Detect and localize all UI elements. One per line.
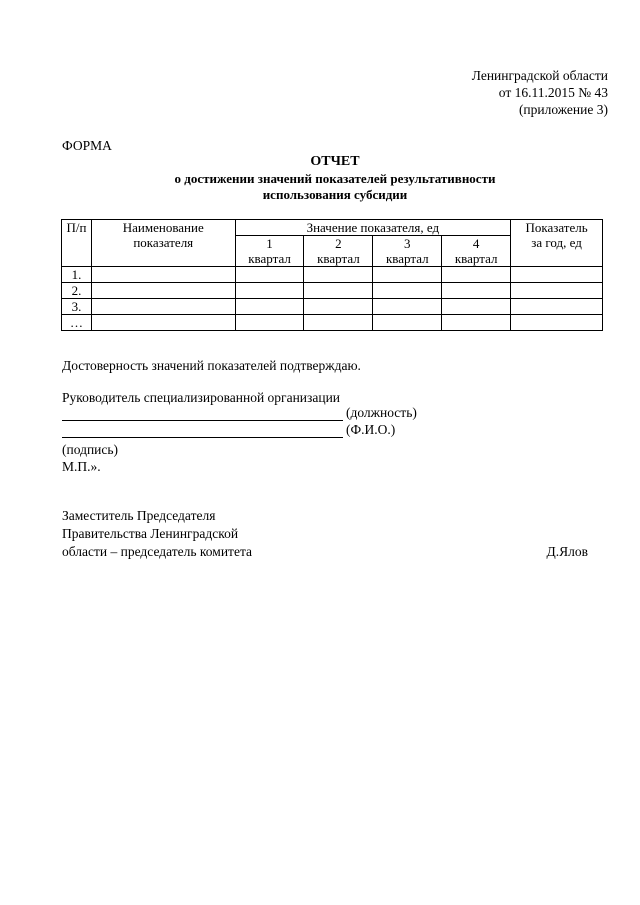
row-num: 1. <box>62 267 92 283</box>
footer-signer-name: Д.Ялов <box>546 544 588 559</box>
table-cell <box>235 315 304 331</box>
footer-signatory <box>62 508 252 562</box>
table-cell <box>373 299 442 315</box>
table-cell <box>442 283 511 299</box>
table-cell <box>91 299 235 315</box>
header-line: (приложение 3) <box>518 102 608 117</box>
footer-line: области – председатель комитета <box>62 544 253 559</box>
sign-label: (подпись) <box>62 442 119 457</box>
table-row <box>62 283 603 299</box>
quarter-num: 2 <box>304 236 373 252</box>
row-num: 3. <box>62 299 92 315</box>
table-cell <box>235 299 304 315</box>
report-subtitle: использования субсидии <box>262 187 408 202</box>
table-cell <box>442 267 511 283</box>
table-cell <box>91 267 235 283</box>
table-cell <box>442 315 511 331</box>
fio-line <box>62 422 395 438</box>
header-line: Ленинградской области <box>471 68 608 83</box>
table-cell <box>235 267 304 283</box>
fio-underline <box>62 425 343 438</box>
table-cell <box>442 299 511 315</box>
table-row <box>62 299 603 315</box>
table-cell <box>304 299 373 315</box>
position-label: (должность) <box>346 405 417 420</box>
table-cell <box>511 283 603 299</box>
confirmation-text: Достоверность значений показателей подтверждаю. <box>62 358 361 373</box>
col-name-line: Наименование <box>122 220 204 235</box>
quarter-label: квартал <box>235 251 304 267</box>
position-line <box>62 405 417 421</box>
col-name-line: показателя <box>133 235 194 250</box>
table-cell <box>373 267 442 283</box>
table-cell <box>511 267 603 283</box>
quarter-label: квартал <box>442 251 511 267</box>
table-row <box>62 315 603 331</box>
mp-label: М.П.». <box>62 459 101 474</box>
table-cell <box>91 283 235 299</box>
table-cell <box>235 283 304 299</box>
table-cell <box>373 283 442 299</box>
forma-label: ФОРМА <box>62 138 112 153</box>
report-table <box>61 219 603 331</box>
quarter-num: 4 <box>442 236 511 252</box>
row-num: 2. <box>62 283 92 299</box>
table-cell <box>304 315 373 331</box>
col-name-header <box>91 220 235 267</box>
table-cell <box>373 315 442 331</box>
table-cell <box>304 267 373 283</box>
footer-line: Правительства Ленинградской <box>62 526 239 541</box>
quarter-label: квартал <box>304 251 373 267</box>
header-line: от 16.11.2015 № 43 <box>498 85 608 100</box>
table-row <box>62 267 603 283</box>
col-num-header: П/п <box>62 220 92 267</box>
col-year-line: за год, ед <box>531 235 582 250</box>
footer-line: Заместитель Председателя <box>62 508 216 523</box>
report-title: ОТЧЕТ <box>310 154 360 169</box>
col-year-header <box>511 220 603 267</box>
report-subtitle: о достижении значений показателей результативности <box>174 171 496 186</box>
table-cell <box>511 299 603 315</box>
row-num: … <box>62 315 92 331</box>
position-underline <box>62 408 343 421</box>
quarter-label: квартал <box>373 251 442 267</box>
title-block <box>62 154 608 203</box>
table-cell <box>304 283 373 299</box>
table-cell <box>91 315 235 331</box>
quarter-num: 1 <box>235 236 304 252</box>
table-header-row <box>62 220 603 236</box>
signature-head: Руководитель специализированной организации <box>62 390 341 405</box>
quarter-num: 3 <box>373 236 442 252</box>
col-value-group-header: Значение показателя, ед <box>235 220 511 236</box>
col-year-line: Показатель <box>525 220 588 235</box>
header-block <box>472 68 608 119</box>
fio-label: (Ф.И.О.) <box>346 422 396 437</box>
table-cell <box>511 315 603 331</box>
